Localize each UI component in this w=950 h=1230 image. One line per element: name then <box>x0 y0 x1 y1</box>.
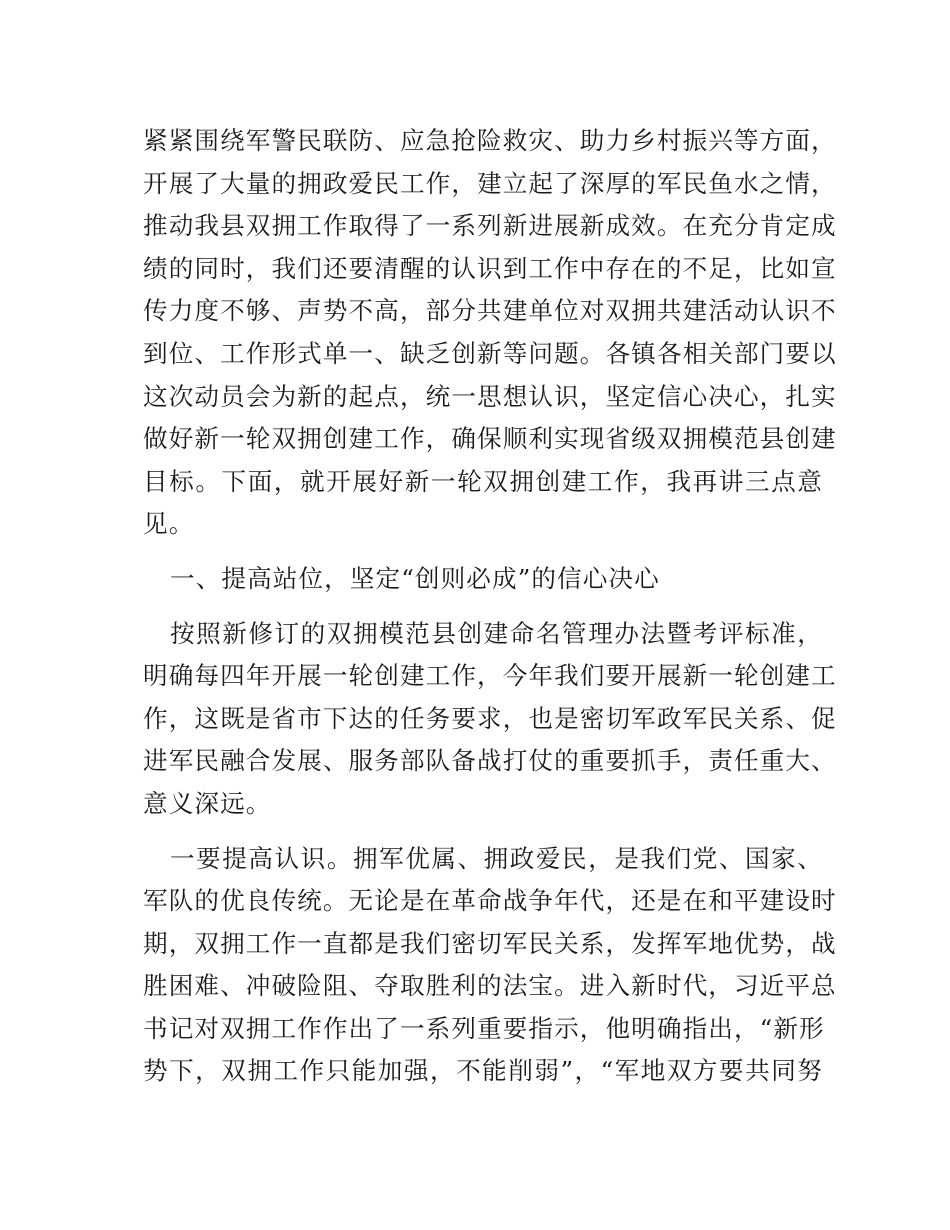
text-line: 传力度不够、声势不高，部分共建单位对双拥共建活动认识不 <box>143 296 837 326</box>
text-line: 进军民融合发展、服务部队备战打仗的重要抓手，责任重大、 <box>143 746 837 776</box>
paragraph <box>143 120 837 546</box>
text-line: 按照新修订的双拥模范县创建命名管理办法暨考评标准， <box>170 618 823 648</box>
text-line: 目标。下面，就开展好新一轮双拥创建工作，我再讲三点意 <box>143 466 823 496</box>
paragraph-spacing <box>143 826 823 838</box>
heading-text: 一、提高站位，坚定“创则必成”的信心决心 <box>170 563 660 593</box>
text-line: 见。 <box>143 509 195 539</box>
text-line: 期，双拥工作一直都是我们密切军民关系，发挥军地优势，战 <box>143 928 837 958</box>
text-line: 意义深远。 <box>143 788 272 818</box>
text-line: 作，这既是省市下达的任务要求，也是密切军政军民关系、促 <box>143 703 837 733</box>
text-line: 这次动员会为新的起点，统一思想认识，坚定信心决心，扎实 <box>143 381 837 411</box>
text-line: 推动我县双拥工作取得了一系列新进展新成效。在充分肯定成 <box>143 211 837 241</box>
text-line: 紧紧围绕军警民联防、应急抢险救灾、助力乡村振兴等方面， <box>143 126 837 155</box>
document-body <box>143 120 837 1093</box>
text-line: 开展了大量的拥政爱民工作，建立起了深厚的军民鱼水之情， <box>143 168 837 198</box>
paragraph-spacing <box>143 546 823 558</box>
paragraph <box>143 613 837 826</box>
paragraph <box>143 838 837 1094</box>
text-line: 绩的同时，我们还要清醒的认识到工作中存在的不足，比如宣 <box>143 253 837 283</box>
text-line: 做好新一轮双拥创建工作，确保顺利实现省级双拥模范县创建 <box>143 424 837 454</box>
text-line: 军队的优良传统。无论是在革命战争年代，还是在和平建设时 <box>143 886 837 916</box>
text-line: 书记对双拥工作作出了一系列重要指示，他明确指出，“新形 <box>143 1013 825 1043</box>
text-line: 明确每四年开展一轮创建工作，今年我们要开展新一轮创建工 <box>143 661 837 691</box>
text-line: 胜困难、冲破险阻、夺取胜利的法宝。进入新时代，习近平总 <box>143 971 837 1001</box>
text-line: 一要提高认识。拥军优属、拥政爱民，是我们党、国家、 <box>170 843 823 873</box>
section-heading <box>143 558 823 601</box>
text-line: 势下，双拥工作只能加强，不能削弱”，“军地双方要共同努 <box>143 1056 823 1086</box>
paragraph-spacing <box>143 601 823 613</box>
text-line: 到位、工作形式单一、缺乏创新等问题。各镇各相关部门要以 <box>143 338 837 368</box>
